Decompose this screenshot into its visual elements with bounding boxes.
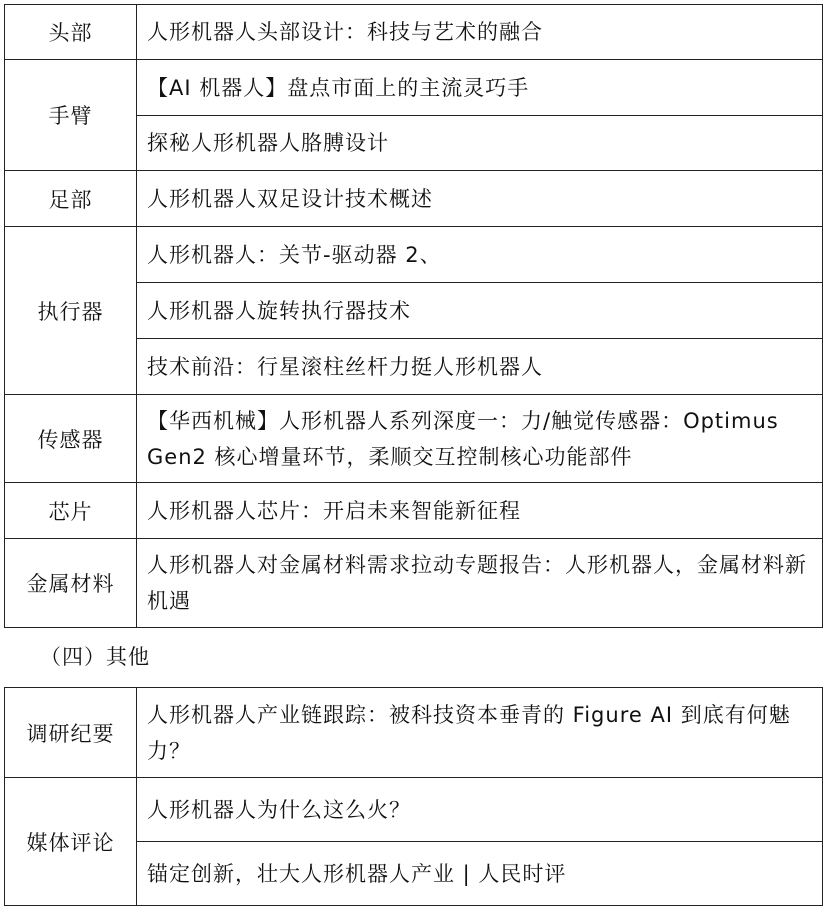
category-cell: 头部 [5, 5, 137, 60]
article-link[interactable]: 人形机器人头部设计：科技与艺术的融合 [137, 5, 823, 60]
article-link[interactable]: 人形机器人对金属材料需求拉动专题报告：人形机器人，金属材料新机遇 [137, 539, 823, 628]
category-cell: 传感器 [5, 395, 137, 483]
category-cell: 媒体评论 [5, 778, 137, 906]
article-link[interactable]: 人形机器人芯片：开启未来智能新征程 [137, 483, 823, 539]
category-cell: 调研纪要 [5, 688, 137, 778]
table-row [5, 539, 823, 628]
table-row [5, 778, 823, 842]
article-link[interactable]: 技术前沿：行星滚柱丝杆力挺人形机器人 [137, 339, 823, 395]
category-cell: 足部 [5, 171, 137, 227]
article-link[interactable]: 探秘人形机器人胳膊设计 [137, 116, 823, 171]
table-row [5, 60, 823, 116]
table-row [5, 227, 823, 283]
article-link[interactable]: 人形机器人旋转执行器技术 [137, 283, 823, 339]
article-link[interactable]: 【华西机械】人形机器人系列深度一：力/触觉传感器：Optimus Gen2 核心增量环节，柔顺交互控制核心功能部件 [137, 395, 823, 483]
article-link[interactable]: 人形机器人为什么这么火？ [137, 778, 823, 842]
category-cell: 金属材料 [5, 539, 137, 628]
topic-table-other [4, 687, 823, 906]
topic-table-hardware [4, 4, 823, 628]
article-link[interactable]: 人形机器人：关节-驱动器 2、 [137, 227, 823, 283]
table-row [5, 171, 823, 227]
table-row [5, 483, 823, 539]
section-heading: （四）其他 [40, 645, 150, 669]
article-link[interactable]: 【AI 机器人】盘点市面上的主流灵巧手 [137, 60, 823, 116]
article-link[interactable]: 锚定创新，壮大人形机器人产业 | 人民时评 [137, 842, 823, 906]
article-link[interactable]: 人形机器人双足设计技术概述 [137, 171, 823, 227]
article-link[interactable]: 人形机器人产业链跟踪：被科技资本垂青的 Figure AI 到底有何魅力？ [137, 688, 823, 778]
table-row [5, 688, 823, 778]
table-row [5, 5, 823, 60]
category-cell: 芯片 [5, 483, 137, 539]
category-cell: 手臂 [5, 60, 137, 171]
table-row [5, 395, 823, 483]
category-cell: 执行器 [5, 227, 137, 395]
